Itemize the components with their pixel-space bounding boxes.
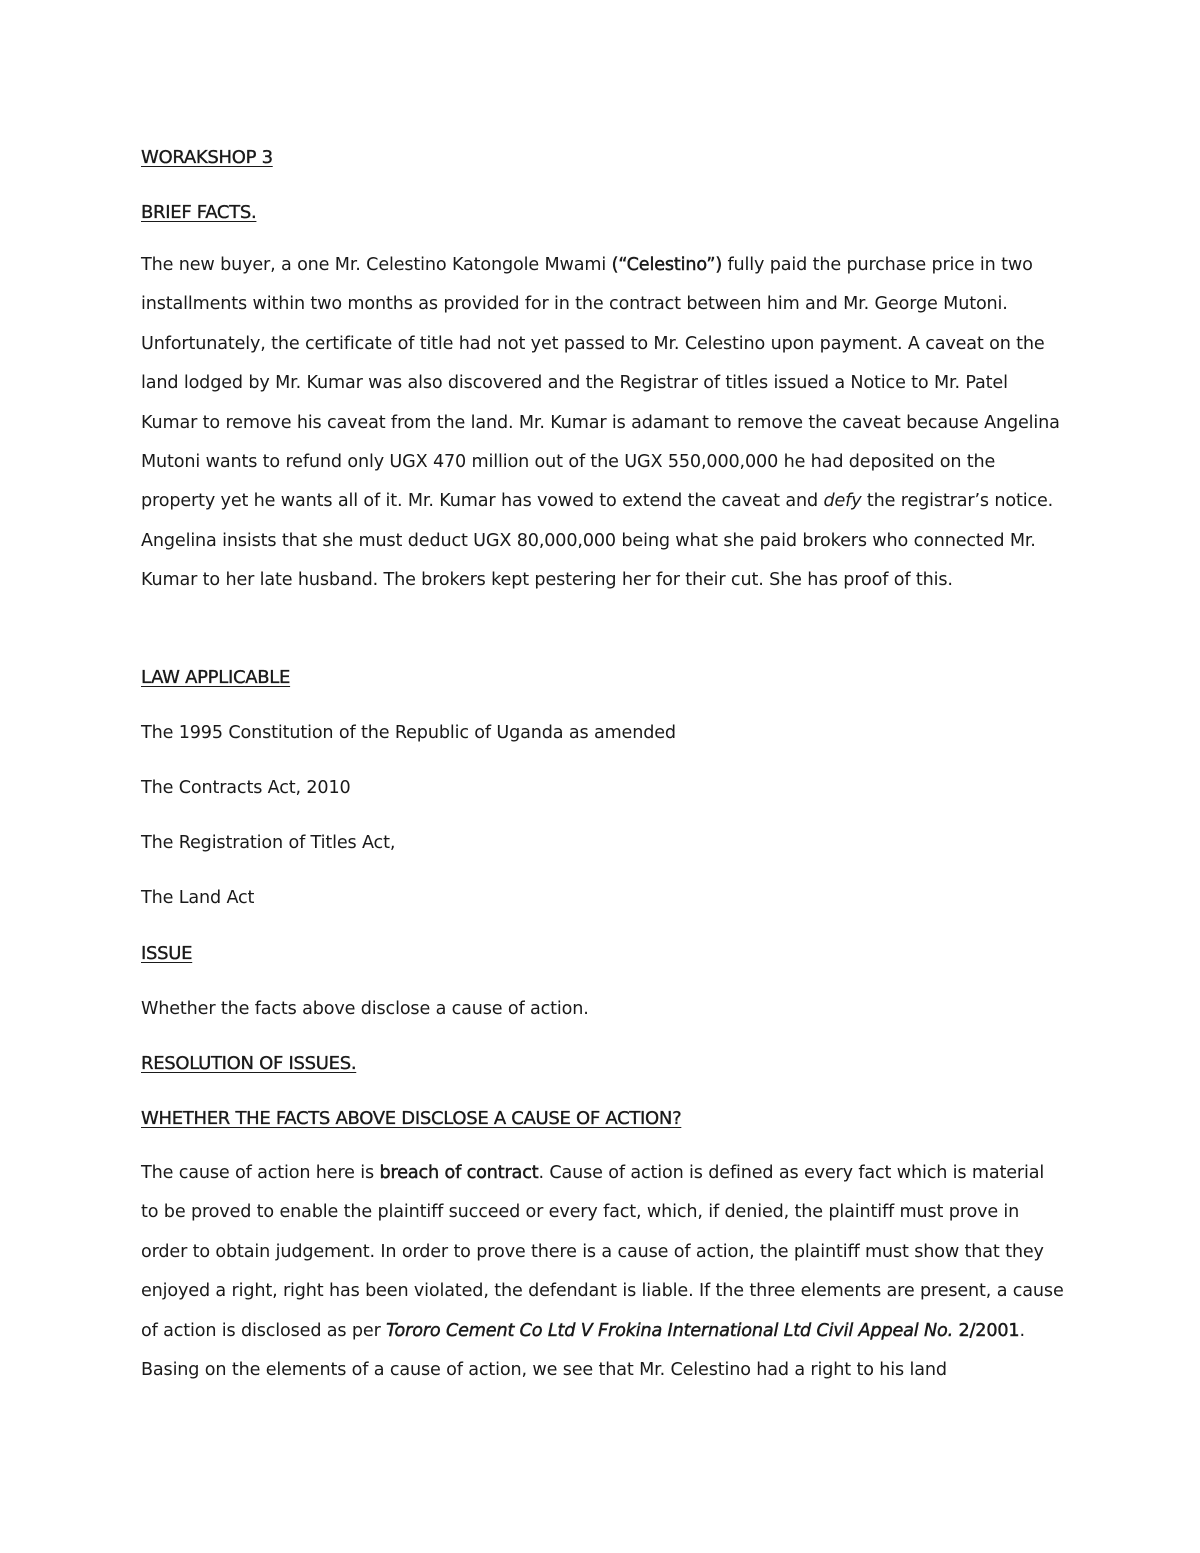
issue-heading: ISSUE — [141, 943, 193, 964]
issue-text: Whether the facts above disclose a cause of action. — [141, 999, 589, 1019]
breach-of-contract-term: breach of contract — [379, 1163, 539, 1183]
law-item-constitution: The 1995 Constitution of the Republic of Uganda as amended — [141, 723, 676, 743]
law-item-land-act: The Land Act — [141, 888, 255, 908]
resolution-paragraph — [141, 1154, 1066, 1390]
celestino-defined-term: (“Celestino”) — [611, 255, 723, 275]
defy-emphasis: defy — [823, 491, 862, 512]
brief-facts-text-1: The new buyer, a one Mr. Celestino Katongole Mwami — [141, 255, 612, 275]
case-citation-number: 2/2001 — [953, 1320, 1020, 1341]
law-applicable-heading: LAW APPLICABLE — [141, 667, 291, 688]
resolution-text-3: . Basing on the elements of a cause of action, we see that Mr. Celestino had a right to his land — [141, 1320, 1025, 1381]
law-item-registration-titles-act: The Registration of Titles Act, — [141, 833, 396, 853]
resolution-text-2: . Cause of action is defined as every fact which is material to be proved to enable the plaintiff succeed or every fact, which, if denied, the plaintiff must prove in order to obtain judgement. In order to prove there is a cause of action, the plaintiff must show that they enjoyed a right, right has been violated, the defendant is liable. If the three elements are present, a cause of action is disclosed as per — [141, 1163, 1064, 1341]
resolution-subheading: WHETHER THE FACTS ABOVE DISCLOSE A CAUSE OF ACTION? — [141, 1108, 682, 1129]
resolution-text-1: The cause of action here is — [141, 1163, 380, 1183]
document-title: WORAKSHOP 3 — [141, 147, 273, 168]
resolution-heading: RESOLUTION OF ISSUES. — [141, 1053, 357, 1074]
brief-facts-text-3: the registrar’s notice. Angelina insists that she must deduct UGX 80,000,000 being what she paid brokers who connected Mr. Kumar to her late husband. The brokers kept pestering her for their cut. She has proof of this. — [141, 491, 1054, 591]
law-item-contracts-act: The Contracts Act, 2010 — [141, 778, 351, 798]
brief-facts-text-2: fully paid the purchase price in two installments within two months as provided for in the contract between him and Mr. George Mutoni. Unfortunately, the certificate of title had not yet passed to Mr. Celestino upon payment. A caveat on the land lodged by Mr. Kumar was also discovered and the Registrar of titles issued a Notice to Mr. Patel Kumar to remove his caveat from the land. Mr. Kumar is adamant to remove the caveat because Angelina Mutoni wants to refund only UGX 470 million out of the UGX 550,000,000 he had deposited on the property yet he wants all of it. Mr. Kumar has vowed to extend the caveat and — [141, 255, 1060, 512]
brief-facts-heading: BRIEF FACTS. — [141, 202, 257, 223]
case-citation: Tororo Cement Co Ltd V Frokina International Ltd Civil Appeal No. — [386, 1320, 954, 1341]
brief-facts-paragraph — [141, 246, 1066, 601]
